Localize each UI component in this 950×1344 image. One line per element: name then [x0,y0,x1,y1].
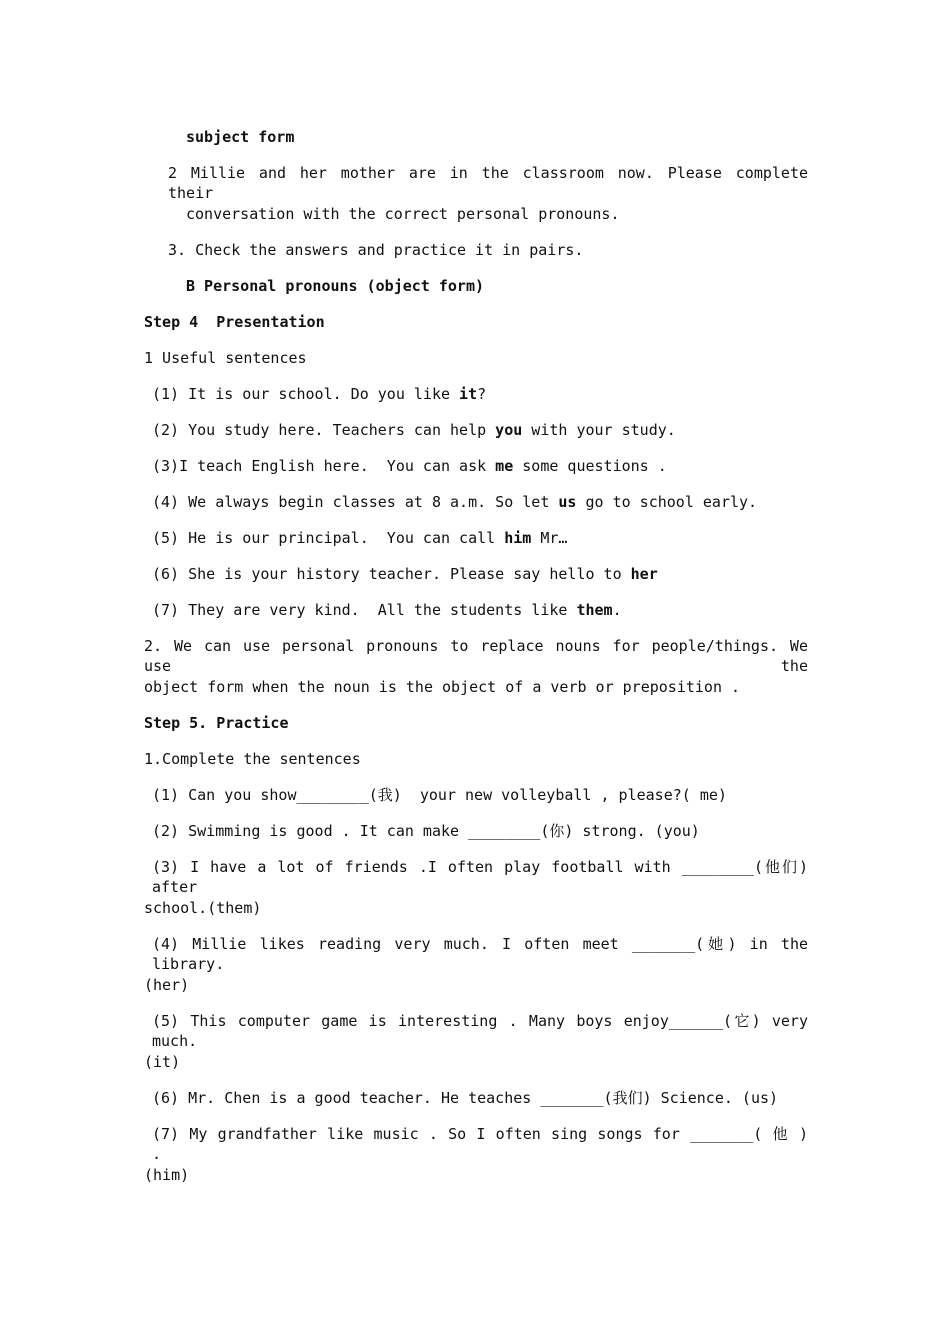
pronoun-it: it [459,385,478,403]
complete-sentences-subheading: 1.Complete the sentences [144,750,361,768]
step-5-heading: Step 5. Practice [144,714,289,732]
sentence-3: (3)I teach English here. You can ask me some questions . [152,457,667,475]
question-6: (6) Mr. Chen is a good teacher. He teaches _______(我们) Science. (us) [152,1089,779,1107]
pronoun-me: me [495,457,514,475]
step-4-heading: Step 4 Presentation [144,313,325,331]
useful-sentences-subheading: 1 Useful sentences [144,349,307,367]
item-3: 3. Check the answers and practice it in pairs. [168,241,584,259]
question-3-line-2: school.(them) [144,899,262,917]
question-1: (1) Can you show________(我) your new volleyball , please?( me) [152,786,727,804]
question-4-line-2: (her) [144,976,190,994]
sentence-4: (4) We always begin classes at 8 a.m. So let us go to school early. [152,493,758,511]
pronoun-you: you [495,421,523,439]
subject-form-label: subject form [186,128,295,146]
question-7-line-2: (him) [144,1166,190,1184]
rule-line-1: 2. We can use personal pronouns to replace nouns for people/things. We use the [144,637,808,675]
question-5-line-2: (it) [144,1053,181,1071]
pronoun-him: him [504,529,532,547]
rule-line-2: object form when the noun is the object of a verb or preposition . [144,678,741,696]
pronoun-her: her [630,565,658,583]
pronoun-them: them [576,601,613,619]
section-b-heading: B Personal pronouns (object form) [186,277,485,295]
question-7-line-1: (7) My grandfather like music . So I often sing songs for _______( 他 ) . [152,1125,808,1163]
question-3-line-1: (3) I have a lot of friends .I often play football with ________(他们) after [152,858,808,896]
question-2: (2) Swimming is good . It can make ________(你) strong. (you) [152,822,700,840]
sentence-2: (2) You study here. Teachers can help you with your study. [152,421,676,439]
sentence-5: (5) He is our principal. You can call him Mr… [152,529,568,547]
sentence-6: (6) She is your history teacher. Please say hello to her [152,565,658,583]
sentence-1: (1) It is our school. Do you like it? [152,385,487,403]
item-2-line-2: conversation with the correct personal pronouns. [186,205,620,223]
sentence-7: (7) They are very kind. All the students like them. [152,601,622,619]
question-4-line-1: (4) Millie likes reading very much. I often meet _______(她) in the library. [152,935,808,973]
pronoun-us: us [558,493,577,511]
question-5-line-1: (5) This computer game is interesting . Many boys enjoy______(它) very much. [152,1012,808,1050]
item-2-line-1: 2 Millie and her mother are in the classroom now. Please complete their [168,164,808,202]
